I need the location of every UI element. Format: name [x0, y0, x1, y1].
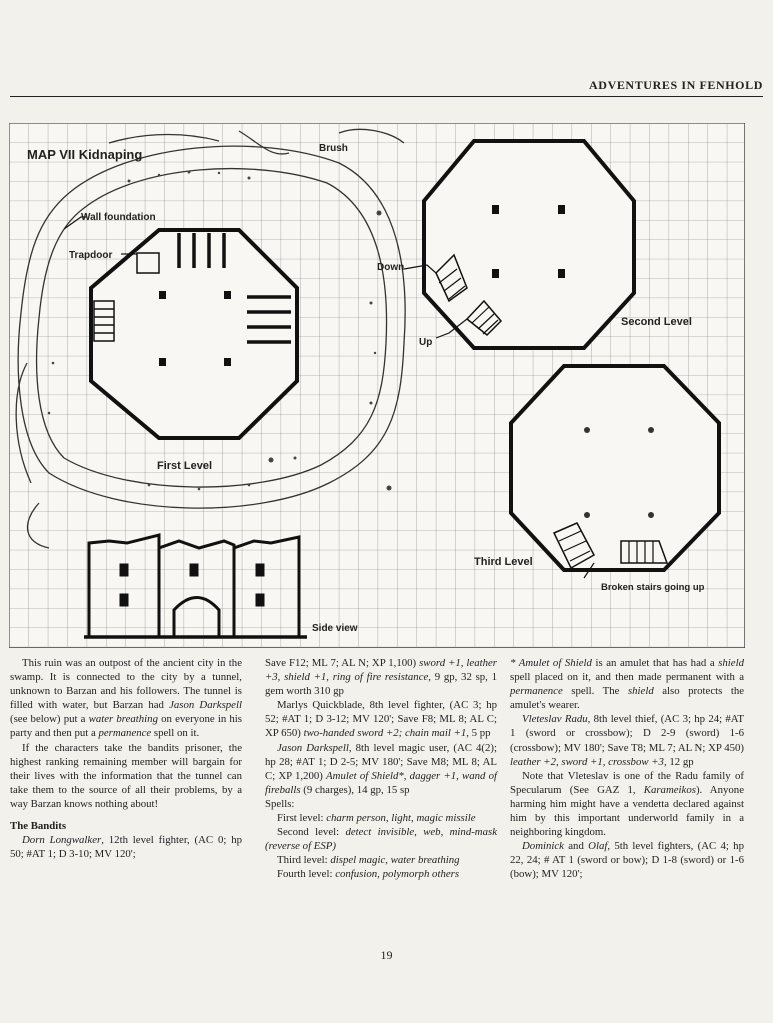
label-up: Up: [419, 337, 433, 348]
paragraph-ruin-intro: This ruin was an outpost of the ancient city in the swamp. It is connected to the city by a tunnel, unknown to Barzan and his followers. The tunnel is filled with water, but Barzan had Jason Darkspell (see below) put a water breathing on everyone in his party and then put a permanence spell on it.: [10, 657, 242, 740]
third-level-plan: [511, 366, 719, 570]
label-first-level: First Level: [157, 460, 213, 472]
label-wall-foundation: Wall foundation: [81, 212, 156, 223]
label-trapdoor: Trapdoor: [69, 250, 113, 261]
spells-second-level: Second level: detect invisible, web, mind-mask (reverse of ESP): [265, 826, 497, 853]
text-column-3: [510, 656, 744, 882]
spells-fourth-level: Fourth level: confusion, polymorph others: [277, 868, 460, 881]
spells-third-level: Third level: dispel magic, water breathing: [277, 854, 460, 867]
paragraph-radu-note: Note that Vleteslav is one of the Radu family of Specularum (See GAZ 1, Karameikos). Anyone harming him might have a vendetta declared against him by this important underworld family in a neighboring kingdom.: [510, 769, 744, 839]
label-second-level: Second Level: [621, 316, 692, 328]
label-brush: Brush: [319, 143, 348, 154]
text-column-1: [10, 656, 242, 861]
paragraph-dorn: Dorn Longwalker, 12th level fighter, (AC 0; hp 50; #AT 1; D 3-10; MV 120';: [10, 834, 242, 861]
label-side-view: Side view: [312, 623, 358, 634]
text-column-2: [265, 656, 497, 882]
label-broken-stairs: Broken stairs going up: [601, 582, 705, 593]
first-level-plan: [91, 230, 297, 438]
header-rule: [10, 96, 763, 97]
section-heading-bandits: The Bandits: [10, 820, 67, 833]
paragraph-dominick-olaf: Dominick and Olaf, 5th level fighters, (AC 4; hp 22, 24; # AT 1 (sword or bow); D 1-8 (sword) or 1-6 (bow); MV 120';: [510, 840, 744, 881]
label-down: Down: [377, 262, 405, 273]
label-third-level: Third Level: [474, 556, 533, 568]
map-title: MAP VII Kidnaping: [27, 147, 143, 162]
page-number: 19: [380, 948, 393, 962]
second-level-plan: [424, 141, 634, 348]
spells-first-level: First level: charm person, light, magic missile: [277, 812, 476, 825]
paragraph-vleteslav: Vleteslav Radu, 8th level thief, (AC 3; hp 24; #AT 1 (sword or crossbow); D 2-9 (sword) 1-6 (crossbow); MV 180'; Save T8; ML 7; AL N; XP 450) leather +2, sword +1, crossbow +3, 12 gp: [510, 713, 744, 768]
paragraph-prisoner: If the characters take the bandits prisoner, the highest ranking remaining member will bargain for their lives with the information that the tunnel can take them to the source of all their problems, by a way Barzan knows nothing about!: [10, 741, 242, 810]
running-header: ADVENTURES IN FENHOLD: [589, 78, 763, 92]
paragraph-jason: Jason Darkspell, 8th level magic user, (AC 4(2); hp 28; #AT 1; D 2-5; MV 180'; Save M8; ML 8; AL C; XP 1,200) Amulet of Shield*, dagger +1, wand of fireballs (9 charges), 14 gp, 15 sp: [265, 741, 497, 796]
paragraph-amulet-note: * Amulet of Shield is an amulet that has had a shield spell placed on it, and then made permanent with a permanence spell. The shield also protects the amulet's wearer.: [510, 657, 745, 712]
paragraph-marlys: Marlys Quickblade, 8th level fighter, (AC 3; hp 52; #AT 1; D 3-12; MV 120'; Save F8; ML 8; AL C; XP 650) two-handed sword +2; chain mail +1, 5 pp: [265, 699, 497, 740]
map-kidnaping: [9, 123, 745, 648]
spells-label: Spells:: [265, 797, 295, 810]
paragraph-dorn-cont: Save F12; ML 7; AL N; XP 1,100) sword +1, leather +3, shield +1, ring of fire resistance, 9 gp, 32 sp, 1 gem worth 310 gp: [265, 657, 497, 698]
